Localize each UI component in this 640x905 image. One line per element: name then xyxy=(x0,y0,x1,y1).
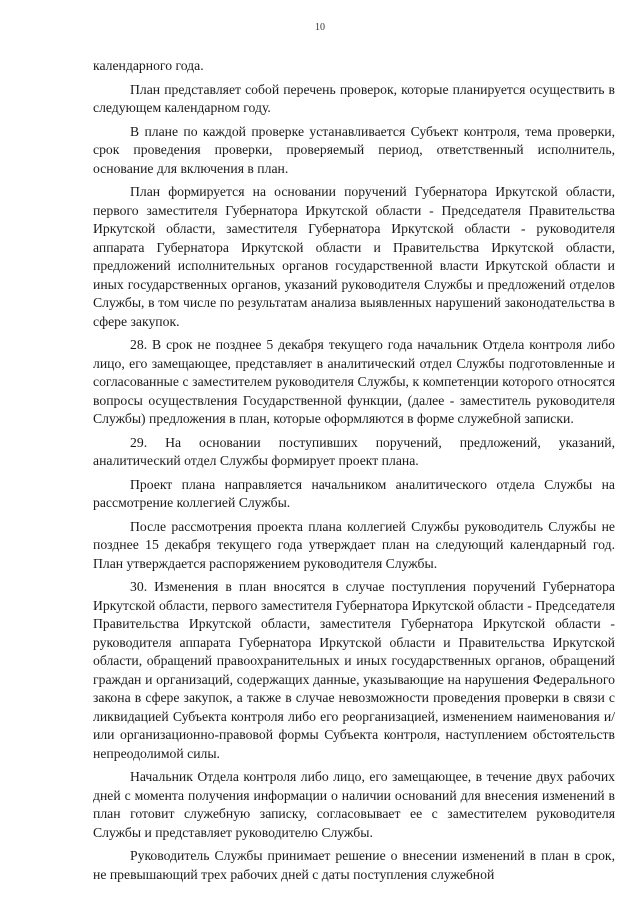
paragraph-plan-definition: План представляет собой перечень проверок, которые планируется осуществить в следующем календарном году. xyxy=(93,81,615,115)
paragraph-item-29: 29. На основании поступивших поручений, предложений, указаний, аналитический отдел Службы формирует проект плана. xyxy=(93,434,615,468)
paragraph-change-memo: Начальник Отдела контроля либо лицо, его замещающее, в течение двух рабочих дней с момента получения информации о наличии оснований для внесения изменений в план готовит служебную записку, согласовывает ее с заместителем руководителя Службы и представляет руководителю Службы. xyxy=(93,769,615,840)
paragraph-item-28: 28. В срок не позднее 5 декабря текущего года начальник Отдела контроля либо лицо, его замещающее, представляет в аналитический отдел Службы подготовленные и согласованные с заместителем руководителя Службы, к компетенции которого относятся вопросы осуществления Государственной функции, (далее - заместитель руководителя Службы) предложения в план, которые оформляются в форме служебной записки. xyxy=(93,337,615,426)
paragraph-item-30: 30. Изменения в план вносятся в случае поступления поручений Губернатора Иркутской области, первого заместителя Губернатора Иркутской области - Председателя Правительства Иркутской области, заместителя Губернатора Иркутской области - руководителя аппарата Губернатора Иркутской области и Правительства Иркутской области, обращений правоохранительных и иных государственных органов, обращений граждан и организаций, содержащих данные, указывающие на нарушения Федерального закона в сфере закупок, а также в случае невозможности проведения проверки в связи с ликвидацией Субъекта контроля либо его реорганизацией, изменением наименования и/или организационно-правовой формы Субъекта контроля, наступлением обстоятельств непреодолимой силы. xyxy=(93,579,615,761)
paragraph-plan-basis: План формируется на основании поручений Губернатора Иркутской области, первого заместителя Губернатора Иркутской области - Председателя Правительства Иркутской области, заместителя Губернатора Иркутской области - руководителя аппарата Губернатора Иркутской области и Правительства Иркутской области, предложений исполнительных органов государственной власти Иркутской области и иных государственных органов, указаний руководителя Службы и предложений отделов Службы, в том числе по результатам анализа выявленных нарушений законодательства в сфере закупок. xyxy=(93,184,615,329)
document-body xyxy=(93,57,615,889)
paragraph-plan-contents: В плане по каждой проверке устанавливается Субъект контроля, тема проверки, срок проведения проверки, проверяемый период, ответственный исполнитель, основание для включения в план. xyxy=(93,123,615,176)
paragraph-continuation: календарного года. xyxy=(93,58,204,73)
paragraph-plan-approval: После рассмотрения проекта плана коллегией Службы руководитель Службы не позднее 15 декабря текущего года утверждает план на следующий календарный год. План утверждается распоряжением руководителя Службы. xyxy=(93,518,615,571)
paragraph-change-decision: Руководитель Службы принимает решение о внесении изменений в план в срок, не превышающий трех рабочих дней с даты поступления служебной xyxy=(93,848,615,882)
page-number: 10 xyxy=(315,22,325,33)
paragraph-draft-review: Проект плана направляется начальником аналитического отдела Службы на рассмотрение коллегией Службы. xyxy=(93,476,615,510)
